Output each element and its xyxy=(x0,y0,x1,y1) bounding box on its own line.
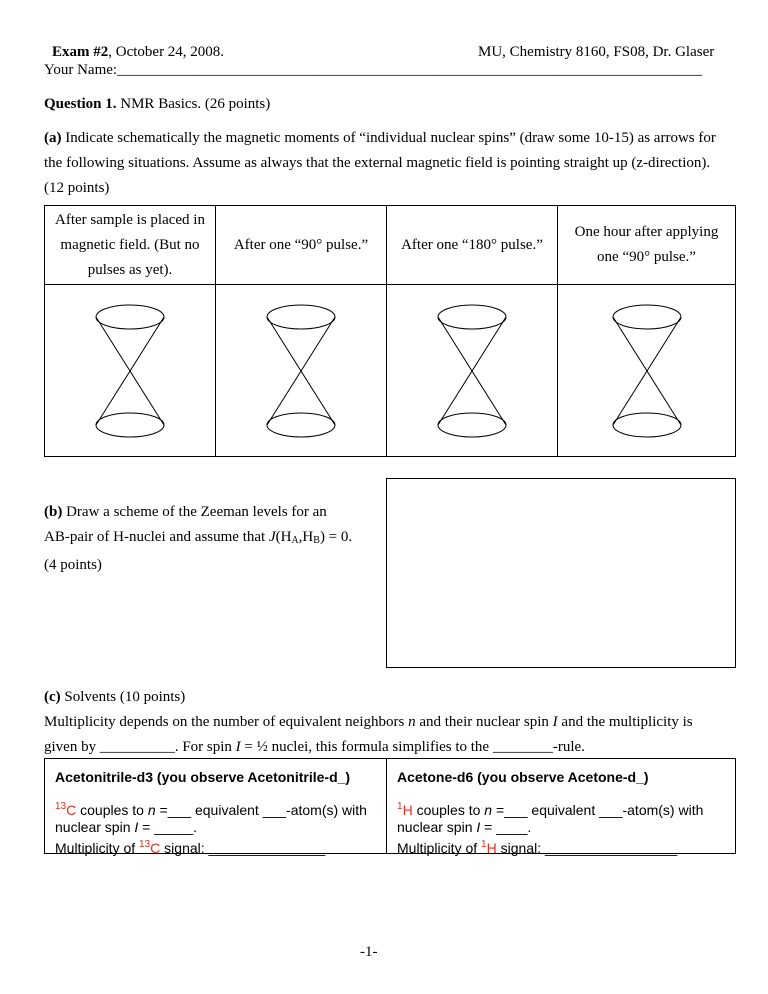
part-a-text: (a) Indicate schematically the magnetic moments of “individual nuclear spins” (draw some 10-15) as arrows for the following situations. Assume as always that the external magnetic field is pointing straight up (z-direction). (12 points) xyxy=(44,130,716,196)
acetone-cell: Acetone-d6 (you observe Acetone-d_) $^1$H couples to n =___ equivalent ___-atom(s) with nuclear spin I = ____. Multiplicity of $^1$H signal: _________________ xyxy=(397,769,704,856)
col-header-90-pulse: After one “90° pulse.” xyxy=(216,206,387,285)
draw-cell-90-pulse[interactable] xyxy=(216,285,387,457)
part-b-text: (b) Draw a scheme of the Zeeman levels for an AB-pair of H-nuclei and assume that $J(H_A,H_B) = 0$. (4 points) xyxy=(44,504,353,573)
exam-title: Exam #2, October 24, 2008. xyxy=(52,44,225,60)
col-header-180-pulse: After one “180° pulse.” xyxy=(387,206,558,285)
draw-cell-before-pulse[interactable] xyxy=(45,285,216,457)
spin-diagram-table xyxy=(44,205,736,457)
page-number: -1- xyxy=(360,944,378,960)
double-cone-icon xyxy=(607,301,687,441)
double-cone-icon xyxy=(90,301,170,441)
solvents-table xyxy=(44,758,736,854)
zeeman-drawing-box[interactable] xyxy=(386,478,736,668)
part-c-text: (c) Solvents (10 points) Multiplicity depends on the number of equivalent neighbors n and their nuclear spin I and the multiplicity is given by __________. For spin I = ½ nuclei, this formula simplifies to the ________-rule. xyxy=(44,689,693,755)
col-header-one-hour: One hour after applying one “90° pulse.” xyxy=(558,206,736,285)
double-cone-icon xyxy=(432,301,512,441)
draw-cell-180-pulse[interactable] xyxy=(387,285,558,457)
double-cone-icon xyxy=(261,301,341,441)
draw-cell-one-hour[interactable] xyxy=(558,285,736,457)
question-1-heading: Question 1. NMR Basics. (26 points) xyxy=(44,96,271,112)
col-header-before-pulse: After sample is placed in magnetic field. (But no pulses as yet). xyxy=(45,206,216,285)
course-info: MU, Chemistry 8160, FS08, Dr. Glaser xyxy=(478,44,715,60)
acetonitrile-cell: Acetonitrile-d3 (you observe Acetonitrile-d_) $^{13}$C couples to n =___ equivalent ___-atom(s) with nuclear spin I = _____. Multiplicity of $^{13}$C signal: _______________ xyxy=(45,759,387,853)
name-field[interactable]: Your Name:______________________________________________________________________________ xyxy=(44,62,703,78)
